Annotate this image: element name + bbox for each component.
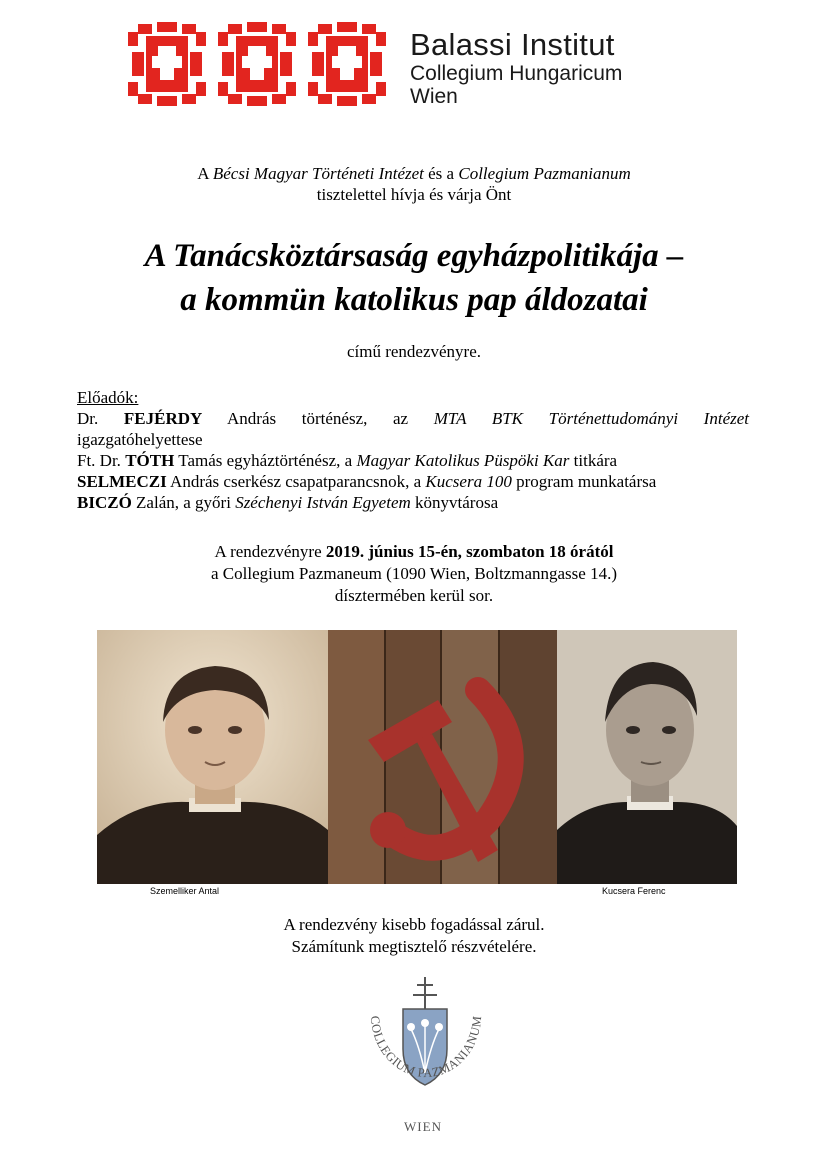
hungarian-ornament-icon bbox=[308, 22, 386, 106]
org-b: Collegium Pazmanianum bbox=[458, 164, 631, 183]
hungarian-ornament-icon bbox=[218, 22, 296, 106]
speaker-1: Dr. FEJÉRDY András történész, az MTA BTK Történettudományi Intézet bbox=[77, 409, 749, 428]
caption-left: Szemelliker Antal bbox=[150, 886, 220, 896]
portrait-kucsera bbox=[557, 630, 737, 884]
title-line-1: A Tanácsköztársaság egyházpolitikája – bbox=[144, 238, 684, 274]
speakers-section bbox=[77, 387, 749, 513]
closing-line-2: Számítunk megtisztelő részvételére. bbox=[291, 937, 537, 956]
brand-line-1: Balassi Institut bbox=[410, 27, 615, 62]
photo-strip bbox=[97, 630, 737, 884]
speaker-1-cont: igazgatóhelyettese bbox=[77, 430, 203, 449]
brand-line-3: Wien bbox=[410, 85, 458, 108]
event-subtitle: című rendezvényre. bbox=[346, 342, 482, 361]
svg-text:COLLEGIUM PAZMANIANUM: COLLEGIUM PAZMANIANUM bbox=[367, 1015, 485, 1081]
institute-name bbox=[410, 28, 622, 108]
invitation-line-2: tisztelettel hívja és várja Önt bbox=[316, 185, 512, 204]
crest-city: WIEN bbox=[404, 1119, 442, 1134]
event-hall-line: dísztermében kerül sor. bbox=[334, 586, 494, 605]
event-venue-line: a Collegium Pazmaneum (1090 Wien, Boltzmanngasse 14.) bbox=[211, 564, 617, 583]
speakers-heading: Előadók: bbox=[77, 388, 139, 407]
event-date-line: A rendezvényre 2019. június 15-én, szombaton 18 órától bbox=[214, 542, 614, 561]
brand-line-2: Collegium Hungaricum bbox=[410, 62, 623, 85]
caption-right: Kucsera Ferenc bbox=[602, 886, 666, 896]
speaker-3: SELMECZI András cserkész csapatparancsnok, a Kucsera 100 program munkatársa bbox=[77, 472, 657, 491]
closing-line-1: A rendezvény kisebb fogadással zárul. bbox=[283, 915, 545, 934]
hungarian-ornament-icon bbox=[128, 22, 206, 106]
speaker-4: BICZÓ Zalán, a győri Széchenyi István Egyetem könyvtárosa bbox=[77, 493, 499, 512]
invitation-line-1: A Bécsi Magyar Történeti Intézet és a Collegium Pazmanianum bbox=[197, 164, 631, 183]
title-line-2: a kommün katolikus pap áldozatai bbox=[180, 282, 648, 318]
speaker-2: Ft. Dr. TÓTH Tamás egyháztörténész, a Magyar Katolikus Püspöki Kar titkára bbox=[77, 451, 618, 470]
event-title bbox=[0, 234, 828, 322]
portrait-szemelliker bbox=[97, 630, 328, 884]
org-a: Bécsi Magyar Történeti Intézet bbox=[212, 164, 424, 183]
hammer-sickle-image bbox=[328, 630, 557, 884]
